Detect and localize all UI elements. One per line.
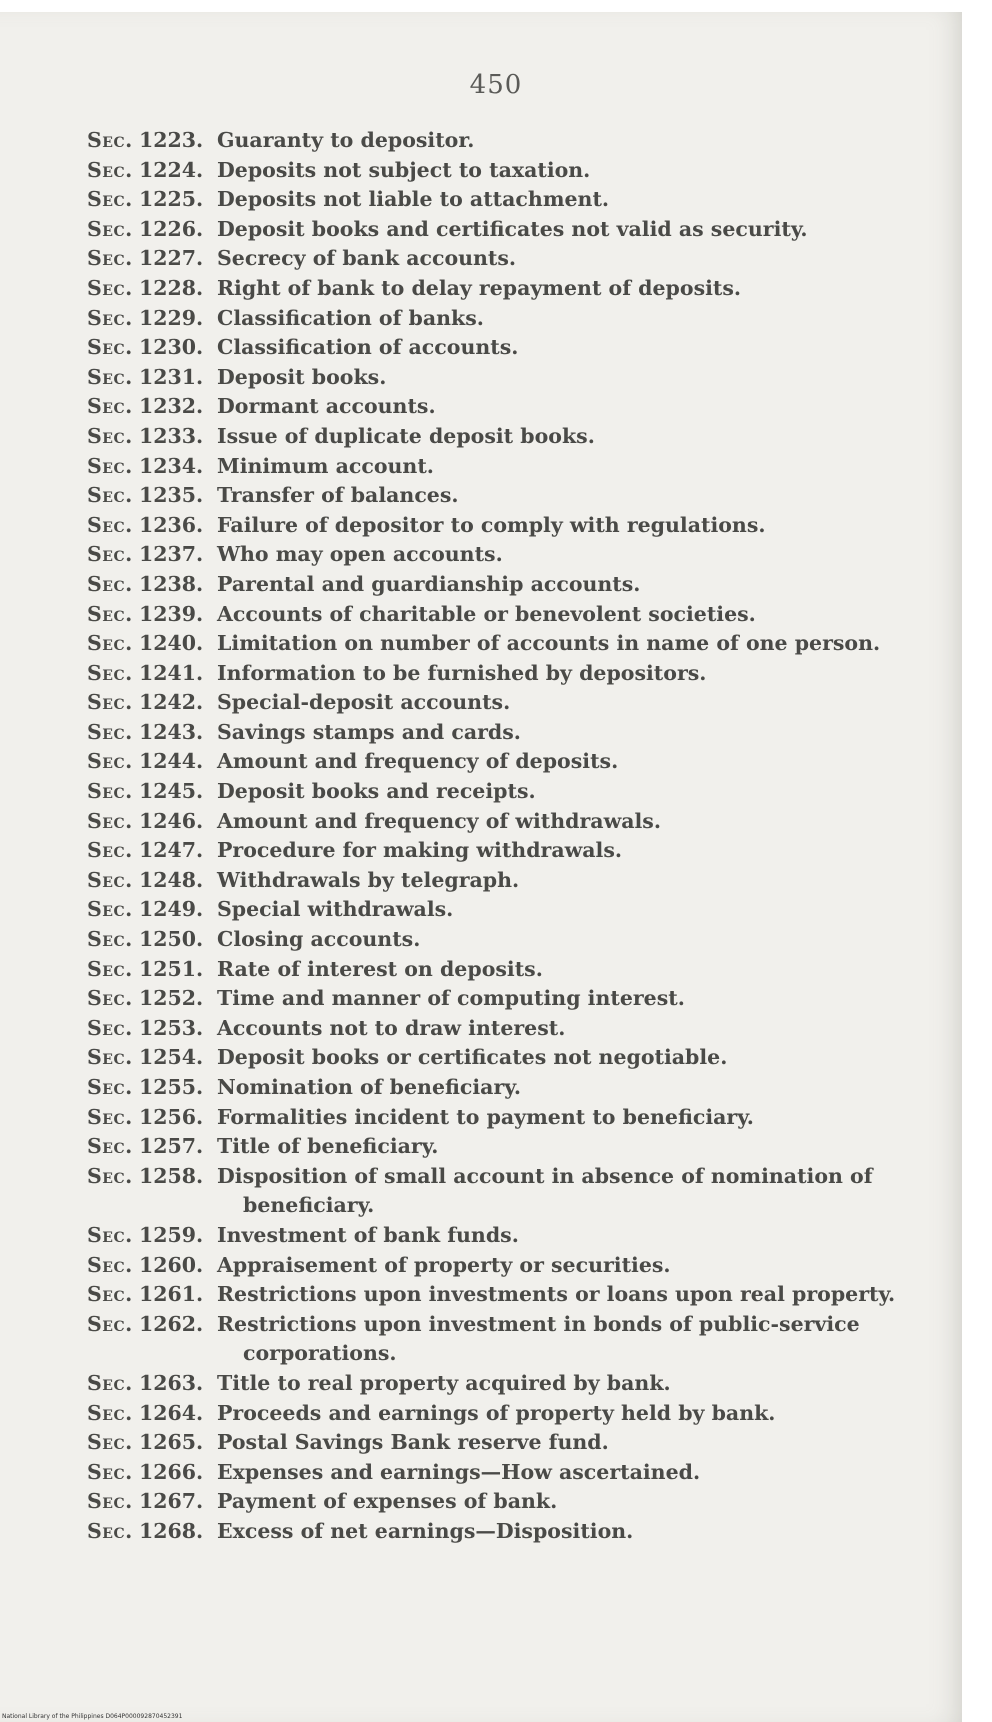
section-title-text: Investment of bank funds. xyxy=(217,1222,519,1247)
section-entry xyxy=(87,452,917,482)
section-title-text: Nomination of beneficiary. xyxy=(217,1075,521,1099)
section-number: 1258. xyxy=(139,1163,204,1188)
section-entry xyxy=(87,1103,917,1133)
section-title xyxy=(217,895,917,925)
section-number: 1239. xyxy=(139,601,204,626)
section-label: Sec. xyxy=(87,187,133,212)
section-label: Sec. xyxy=(87,749,133,774)
section-title-text: Special withdrawals. xyxy=(217,897,454,922)
section-title-text: Secrecy of bank accounts. xyxy=(217,246,517,271)
section-number: 1232. xyxy=(139,394,204,419)
section-title-text: Procedure for making withdrawals. xyxy=(217,838,623,863)
section-label: Sec. xyxy=(87,1311,133,1336)
section-entry xyxy=(87,1458,917,1488)
section-number: 1256. xyxy=(139,1104,204,1129)
section-title-text: Limitation on number of accounts in name of one person. xyxy=(217,631,881,656)
section-label: Sec. xyxy=(87,956,133,981)
section-label: Sec. xyxy=(87,808,133,833)
section-entry xyxy=(87,955,917,985)
section-label: Sec. xyxy=(87,631,133,656)
section-title xyxy=(217,925,917,955)
section-number: 1267. xyxy=(139,1489,204,1514)
section-label: Sec. xyxy=(87,1222,133,1247)
section-title-text: Restrictions upon investment in bonds of public-service xyxy=(217,1311,860,1336)
section-entry xyxy=(87,215,917,245)
section-entry xyxy=(87,807,917,837)
section-label: Sec. xyxy=(87,1489,133,1514)
section-entry xyxy=(87,1162,917,1221)
section-title-text: Formalities incident to payment to beneficiary. xyxy=(217,1104,754,1129)
section-number: 1224. xyxy=(139,157,204,182)
section-title xyxy=(217,1132,917,1162)
section-title-text: Accounts of charitable or benevolent societies. xyxy=(217,601,756,626)
section-label: Sec. xyxy=(87,986,133,1011)
section-title xyxy=(217,836,917,866)
section-title xyxy=(217,1103,917,1133)
section-label: Sec. xyxy=(87,719,133,744)
section-title xyxy=(217,1014,917,1044)
section-entry xyxy=(87,895,917,925)
section-title xyxy=(217,304,917,334)
section-number: 1251. xyxy=(139,956,204,981)
section-title xyxy=(217,659,917,689)
section-entry xyxy=(87,1369,917,1399)
section-label: Sec. xyxy=(87,128,133,152)
section-title-text: Deposit books. xyxy=(217,364,387,389)
section-title-text: Right of bank to delay repayment of deposits. xyxy=(217,275,742,300)
section-entry xyxy=(87,570,917,600)
section-title xyxy=(217,363,917,393)
section-label: Sec. xyxy=(87,1134,133,1159)
section-title xyxy=(217,807,917,837)
section-entry xyxy=(87,244,917,274)
section-list xyxy=(87,126,917,1547)
section-label: Sec. xyxy=(87,1075,133,1099)
section-title xyxy=(217,185,917,215)
section-entry xyxy=(87,659,917,689)
section-label: Sec. xyxy=(87,867,133,892)
section-label: Sec. xyxy=(87,601,133,626)
section-label: Sec. xyxy=(87,1015,133,1040)
section-number: 1223. xyxy=(139,128,204,152)
section-entry xyxy=(87,1399,917,1429)
section-label: Sec. xyxy=(87,512,133,537)
section-entry xyxy=(87,925,917,955)
section-title xyxy=(217,333,917,363)
section-title-text: Minimum account. xyxy=(217,453,434,478)
section-label: Sec. xyxy=(87,1252,133,1277)
section-title-text: Excess of net earnings—Disposition. xyxy=(217,1518,634,1543)
section-entry xyxy=(87,866,917,896)
section-number: 1245. xyxy=(139,779,204,804)
section-label: Sec. xyxy=(87,275,133,300)
section-entry xyxy=(87,185,917,215)
section-entry xyxy=(87,1132,917,1162)
section-title xyxy=(217,392,917,422)
section-entry xyxy=(87,1517,917,1547)
section-title xyxy=(217,955,917,985)
section-title-text: Deposit books and certificates not valid as security. xyxy=(217,216,808,241)
section-entry xyxy=(87,747,917,777)
section-number: 1249. xyxy=(139,897,204,922)
section-title xyxy=(217,452,917,482)
section-number: 1231. xyxy=(139,364,204,389)
section-label: Sec. xyxy=(87,246,133,271)
section-label: Sec. xyxy=(87,1282,133,1307)
section-label: Sec. xyxy=(87,364,133,389)
section-title-text: Classification of banks. xyxy=(217,305,484,330)
section-title-text: Guaranty to depositor. xyxy=(217,128,475,152)
section-label: Sec. xyxy=(87,216,133,241)
section-number: 1234. xyxy=(139,453,204,478)
section-number: 1241. xyxy=(139,660,204,685)
section-label: Sec. xyxy=(87,571,133,596)
section-title-text: Proceeds and earnings of property held by bank. xyxy=(217,1400,776,1425)
section-number: 1226. xyxy=(139,216,204,241)
section-label: Sec. xyxy=(87,1104,133,1129)
section-entry xyxy=(87,1221,917,1251)
section-title-text: Title to real property acquired by bank. xyxy=(217,1370,671,1395)
section-title xyxy=(217,1310,917,1369)
section-number: 1250. xyxy=(139,927,204,952)
section-number: 1255. xyxy=(139,1075,204,1099)
section-number: 1263. xyxy=(139,1370,204,1395)
section-title-text: Title of beneficiary. xyxy=(217,1134,439,1159)
section-title xyxy=(217,1399,917,1429)
section-entry xyxy=(87,156,917,186)
section-title-continuation: corporations. xyxy=(243,1341,397,1366)
section-entry xyxy=(87,274,917,304)
section-number: 1238. xyxy=(139,571,204,596)
section-label: Sec. xyxy=(87,838,133,863)
section-title-text: Savings stamps and cards. xyxy=(217,719,521,744)
section-label: Sec. xyxy=(87,483,133,508)
section-number: 1247. xyxy=(139,838,204,863)
section-title xyxy=(217,274,917,304)
section-number: 1228. xyxy=(139,275,204,300)
section-title xyxy=(217,244,917,274)
section-title xyxy=(217,422,917,452)
section-title xyxy=(217,777,917,807)
section-label: Sec. xyxy=(87,542,133,567)
section-label: Sec. xyxy=(87,1400,133,1425)
section-entry xyxy=(87,304,917,334)
section-label: Sec. xyxy=(87,1518,133,1543)
section-title-text: Amount and frequency of withdrawals. xyxy=(217,808,661,833)
section-title xyxy=(217,1280,917,1310)
section-entry xyxy=(87,688,917,718)
section-title xyxy=(217,984,917,1014)
section-number: 1268. xyxy=(139,1518,204,1543)
section-number: 1265. xyxy=(139,1430,204,1455)
section-entry xyxy=(87,1043,917,1073)
page-edge xyxy=(962,12,992,1722)
section-entry xyxy=(87,1310,917,1369)
section-number: 1244. xyxy=(139,749,204,774)
section-label: Sec. xyxy=(87,660,133,685)
section-title-continuation: beneficiary. xyxy=(243,1193,375,1218)
section-title xyxy=(217,1517,917,1547)
section-title xyxy=(217,1043,917,1073)
section-entry xyxy=(87,836,917,866)
section-label: Sec. xyxy=(87,423,133,448)
section-number: 1237. xyxy=(139,542,204,567)
section-title xyxy=(217,747,917,777)
section-entry xyxy=(87,511,917,541)
section-entry xyxy=(87,333,917,363)
section-title-text: Issue of duplicate deposit books. xyxy=(217,423,595,448)
section-title-text: Expenses and earnings—How ascertained. xyxy=(217,1459,701,1484)
section-entry xyxy=(87,392,917,422)
section-label: Sec. xyxy=(87,157,133,182)
section-label: Sec. xyxy=(87,335,133,360)
section-label: Sec. xyxy=(87,927,133,952)
section-title-text: Information to be furnished by depositors. xyxy=(217,660,707,685)
section-title-text: Withdrawals by telegraph. xyxy=(217,867,520,892)
section-number: 1259. xyxy=(139,1222,204,1247)
section-title-text: Parental and guardianship accounts. xyxy=(217,571,641,596)
section-number: 1227. xyxy=(139,246,204,271)
section-title-text: Who may open accounts. xyxy=(217,542,503,567)
section-number: 1252. xyxy=(139,986,204,1011)
section-entry xyxy=(87,718,917,748)
section-entry xyxy=(87,126,917,156)
section-title xyxy=(217,629,917,659)
section-entry xyxy=(87,1014,917,1044)
section-number: 1246. xyxy=(139,808,204,833)
section-number: 1261. xyxy=(139,1282,204,1307)
section-number: 1264. xyxy=(139,1400,204,1425)
section-number: 1262. xyxy=(139,1311,204,1336)
section-title xyxy=(217,1487,917,1517)
section-entry xyxy=(87,1251,917,1281)
section-title-text: Appraisement of property or securities. xyxy=(217,1252,671,1277)
section-title-text: Deposits not subject to taxation. xyxy=(217,157,591,182)
section-title xyxy=(217,540,917,570)
section-number: 1266. xyxy=(139,1459,204,1484)
section-title xyxy=(217,1073,917,1103)
section-number: 1260. xyxy=(139,1252,204,1277)
section-entry xyxy=(87,1428,917,1458)
section-title-text: Closing accounts. xyxy=(217,927,421,952)
section-label: Sec. xyxy=(87,453,133,478)
section-title-text: Accounts not to draw interest. xyxy=(217,1015,566,1040)
section-title xyxy=(217,1162,917,1221)
section-number: 1233. xyxy=(139,423,204,448)
section-title xyxy=(217,570,917,600)
section-label: Sec. xyxy=(87,1370,133,1395)
section-title xyxy=(217,866,917,896)
section-entry xyxy=(87,1073,917,1103)
section-title-text: Postal Savings Bank reserve fund. xyxy=(217,1430,609,1455)
section-label: Sec. xyxy=(87,1430,133,1455)
section-entry xyxy=(87,1280,917,1310)
section-entry xyxy=(87,481,917,511)
section-entry xyxy=(87,777,917,807)
section-number: 1242. xyxy=(139,690,204,715)
section-title xyxy=(217,511,917,541)
section-title-text: Rate of interest on deposits. xyxy=(217,956,543,981)
section-title xyxy=(217,718,917,748)
section-title-text: Deposits not liable to attachment. xyxy=(217,187,610,212)
section-title xyxy=(217,215,917,245)
section-entry xyxy=(87,1487,917,1517)
section-title-text: Payment of expenses of bank. xyxy=(217,1489,558,1514)
section-number: 1235. xyxy=(139,483,204,508)
section-title xyxy=(217,1221,917,1251)
section-title xyxy=(217,1251,917,1281)
section-number: 1236. xyxy=(139,512,204,537)
section-title xyxy=(217,1428,917,1458)
section-entry xyxy=(87,540,917,570)
section-label: Sec. xyxy=(87,1163,133,1188)
section-number: 1230. xyxy=(139,335,204,360)
section-label: Sec. xyxy=(87,394,133,419)
section-label: Sec. xyxy=(87,305,133,330)
section-entry xyxy=(87,600,917,630)
section-title xyxy=(217,1458,917,1488)
section-title xyxy=(217,688,917,718)
section-title-text: Transfer of balances. xyxy=(217,483,459,508)
section-number: 1243. xyxy=(139,719,204,744)
section-title xyxy=(217,600,917,630)
section-title-text: Amount and frequency of deposits. xyxy=(217,749,619,774)
section-number: 1229. xyxy=(139,305,204,330)
section-number: 1254. xyxy=(139,1045,204,1070)
section-label: Sec. xyxy=(87,1459,133,1484)
section-entry xyxy=(87,363,917,393)
footer-credit: National Library of the Philippines D064P000092870452391 xyxy=(2,1713,183,1720)
section-title-text: Deposit books or certificates not negotiable. xyxy=(217,1045,728,1070)
section-title-text: Disposition of small account in absence of nomination of xyxy=(217,1163,873,1188)
section-title-text: Classification of accounts. xyxy=(217,335,519,360)
section-title-text: Time and manner of computing interest. xyxy=(217,986,685,1011)
section-entry xyxy=(87,984,917,1014)
section-number: 1240. xyxy=(139,631,204,656)
section-title-text: Deposit books and receipts. xyxy=(217,779,536,804)
section-entry xyxy=(87,629,917,659)
page-number: 450 xyxy=(469,70,523,100)
section-label: Sec. xyxy=(87,779,133,804)
section-label: Sec. xyxy=(87,897,133,922)
section-title xyxy=(217,156,917,186)
section-entry xyxy=(87,422,917,452)
section-title-text: Special-deposit accounts. xyxy=(217,690,511,715)
section-title xyxy=(217,1369,917,1399)
section-title-text: Failure of depositor to comply with regulations. xyxy=(217,512,766,537)
section-number: 1253. xyxy=(139,1015,204,1040)
section-number: 1257. xyxy=(139,1134,204,1159)
section-label: Sec. xyxy=(87,690,133,715)
section-title xyxy=(217,126,917,156)
section-number: 1225. xyxy=(139,187,204,212)
section-title xyxy=(217,481,917,511)
section-number: 1248. xyxy=(139,867,204,892)
section-label: Sec. xyxy=(87,1045,133,1070)
section-title-text: Dormant accounts. xyxy=(217,394,436,419)
section-title-text: Restrictions upon investments or loans upon real property. xyxy=(217,1282,896,1307)
